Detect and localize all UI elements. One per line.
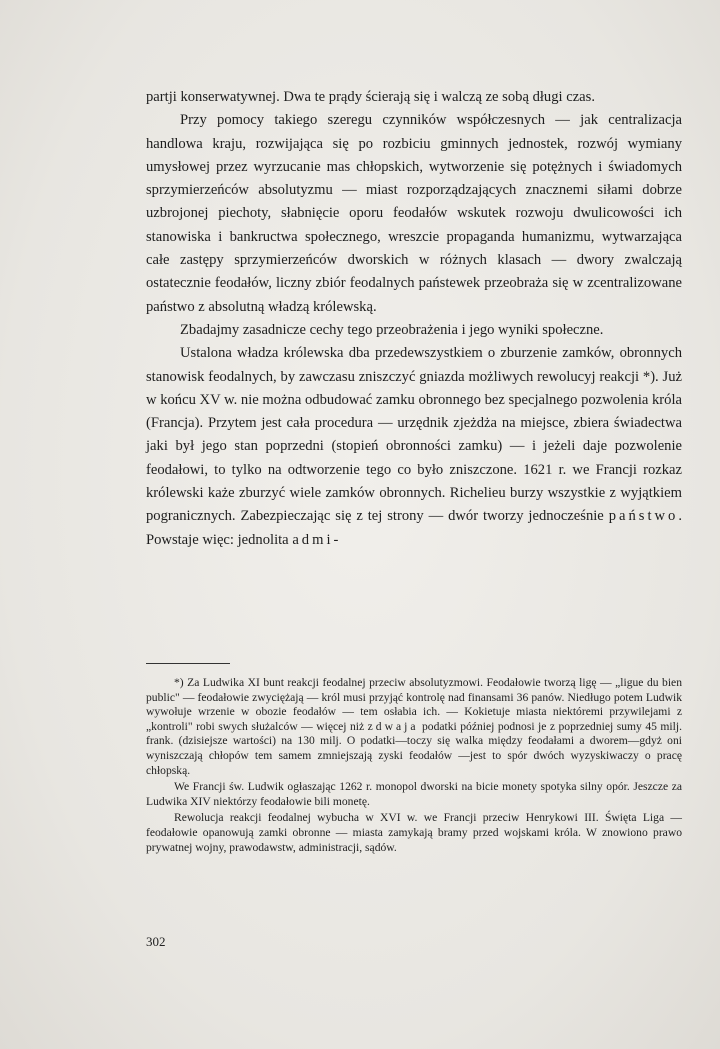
page-number: 302 [146,934,166,949]
main-text [146,86,682,552]
footnote-divider [146,663,230,664]
footnote-2: We Francji św. Ludwik ogłaszając 1262 r. monopol dworski na bicie monety spotyka silny opór. Jeszcze za Ludwika XIV niektórzy feodałowie bili monetę. [146,780,682,808]
paragraph-3: Zbadajmy zasadnicze cechy tego przeobrażenia i jego wyniki społeczne. [180,321,604,338]
paragraph-2: Przy pomocy takiego szeregu czynników współczesnych — jak centralizacja handlowa kraju, rozwijająca się po rozbiciu gminnych jednostek, rozwój wymiany umysłowej przez wyrzucanie mas chłopskich, wytworzenie się potężnych i świadomych sprzymierzeńców absolutyzmu — miast rozporządzających znacznemi siłami dobrze uzbrojonej piechoty, słabnięcie oporu feodałów wskutek rozwoju dwulicowości ich stanowiska i bankructwa społecznego, wreszcie propaganda humanizmu, wytwarzająca całe zastępy sprzymierzeńców dworskich w różnych klasach — dwory zwalczają ostatecznie feodałów, liczny zbiór feodalnych państewek przeobraża się w zcentralizowane państwo z absolutną władzą królewską. [146,112,682,315]
spaced-word-zdwaja: zdwaja [367,719,419,733]
spaced-word-panstwo: państwo [608,508,679,525]
paragraph-4-text-a: Ustalona władza królewska dba przedewszystkiem o zburzenie zamków, obronnych stanowisk feodalnych, by zawczasu zniszczyć gniazda możliwych rewolucyj reakcji *). Już w końcu XV w. nie można odbudować zamku obronnego bez specjalnego pozwolenia króla (Francja). Przytem jest cała procedura — urzędnik zjeżdża na miejsce, zbiera świadectwa jaki był jego stan poprzedni (stopień obronności zamku) — i jeżeli daje pozwolenie feodałowi, to tylko na odtworzenie tego co było zniszczone. 1621 r. we Francji rozkaz królewski każe zburzyć wiele zamków obronnych. Richelieu burzy wszystkie z wyjątkiem pogranicznych. Zabezpieczając się z tej strony — dwór tworzy jednocześnie [146,345,682,525]
paragraph-4 [146,342,682,552]
paragraph-1: partji konserwatywnej. Dwa te prądy ścierają się i walczą ze sobą długi czas. [146,89,595,105]
paragraph-4-text-b: . Powstaje więc: jednolita [146,508,682,548]
footnote-3: Rewolucja reakcji feodalnej wybucha w XVI w. we Francji przeciw Henrykowi III. Święta Liga — feodałowie opanowują zamki obronne — miasta zamykają bramy przed wojskami króla. W znowiono prawo prywatnej wojny, prawodawstw, administracji, sądów. [146,811,682,854]
footnote-1-text-b: podatki później podnosi je z poprzedniej sumy 45 milj. frank. (dzisiejsze wartości) na 130 milj. O podatki—toczy się walka między feodałami a dworem—gdyż oni wyniszczają chłopów tem samem zmniejszają zyski feodałów —jest to spór dwóch wyzyskiwaczy o pracę chłopską. [146,719,682,777]
spaced-word-admi: admi- [292,531,342,548]
footnote-1-text-a: *) Za Ludwika XI bunt reakcji feodalnej przeciw absolutyzmowi. Feodałowie tworzą ligę — „ligue du bien public" — feodałowie zwyciężają — król musi przyjąć kontrolę nad finansami 36 panów. Niedługo potem Ludwik wywołuje wrzenie w obozie feodałów — tem osłabia ich. — Kokietuje miasta niektóremi przywilejami z „kontroli" robi swych służalców — więcej niż [146,676,682,733]
footnotes [146,676,682,855]
footnote-1 [146,676,682,778]
